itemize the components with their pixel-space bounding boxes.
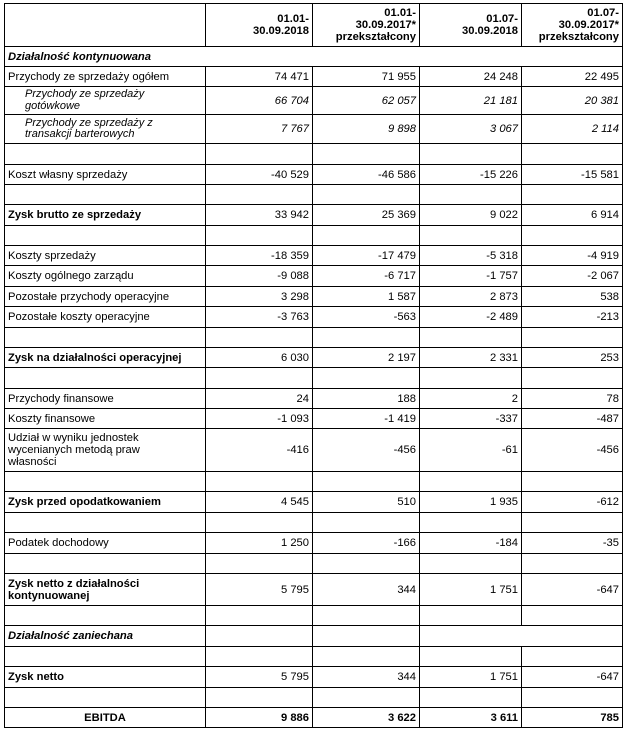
- table-row: [5, 287, 623, 307]
- row-value: 5 795: [206, 667, 313, 688]
- row-value: -2 489: [420, 307, 522, 328]
- row-label: Pozostałe koszty operacyjne: [5, 307, 206, 328]
- section-discontinued: [5, 626, 623, 647]
- table-row: [5, 246, 623, 266]
- row-value: 3 298: [206, 287, 313, 307]
- row-value: 2 873: [420, 287, 522, 307]
- row-value: -612: [522, 492, 623, 513]
- row-value: 1 935: [420, 492, 522, 513]
- row-value: 3 067: [420, 115, 522, 144]
- row-value: 24: [206, 389, 313, 409]
- header-col1: 01.01- 30.09.2018: [206, 4, 313, 47]
- row-value: 344: [313, 667, 420, 688]
- row-value: -17 479: [313, 246, 420, 266]
- row-value: -563: [313, 307, 420, 328]
- row-value: 71 955: [313, 67, 420, 87]
- row-value: 20 381: [522, 87, 623, 115]
- row-value: -647: [522, 667, 623, 688]
- table-row: [5, 165, 623, 185]
- row-value: 344: [313, 574, 420, 606]
- spacer-row: [5, 185, 623, 205]
- row-value: 78: [522, 389, 623, 409]
- row-value: 62 057: [313, 87, 420, 115]
- header-label: [5, 4, 206, 47]
- row-value: -35: [522, 533, 623, 554]
- row-label: Przychody ze sprzedaży gotówkowe: [5, 87, 206, 115]
- row-label: Koszty sprzedaży: [5, 246, 206, 266]
- row-value: 6 914: [522, 205, 623, 226]
- row-value: -46 586: [313, 165, 420, 185]
- section-continuing-label: Działalność kontynuowana: [5, 47, 623, 67]
- row-label: Przychody ze sprzedaży z transakcji barterowych: [5, 115, 206, 144]
- table-row: [5, 348, 623, 368]
- row-value: -3 763: [206, 307, 313, 328]
- table-row: [5, 667, 623, 688]
- row-value: 2 331: [420, 348, 522, 368]
- table-row: [5, 533, 623, 554]
- row-value: -2 067: [522, 266, 623, 287]
- header-col2: 01.01- 30.09.2017* przekształcony: [313, 4, 420, 47]
- section-continuing: [5, 47, 623, 67]
- row-value: 1 587: [313, 287, 420, 307]
- row-label: EBITDA: [5, 708, 206, 728]
- row-value: -6 717: [313, 266, 420, 287]
- row-value: 66 704: [206, 87, 313, 115]
- row-value: -337: [420, 409, 522, 429]
- table-row: [5, 87, 623, 115]
- section-discontinued-label: Działalność zaniechana: [5, 626, 206, 647]
- row-label: Koszt własny sprzedaży: [5, 165, 206, 185]
- row-value: 3 622: [313, 708, 420, 728]
- table-row: [5, 409, 623, 429]
- row-value: -9 088: [206, 266, 313, 287]
- row-value: 785: [522, 708, 623, 728]
- row-value: 2: [420, 389, 522, 409]
- row-value: -40 529: [206, 165, 313, 185]
- spacer-row: [5, 647, 623, 667]
- spacer-row: [5, 144, 623, 165]
- spacer-row: [5, 606, 623, 626]
- row-value: -15 581: [522, 165, 623, 185]
- row-value: -456: [522, 429, 623, 472]
- row-value: -1 093: [206, 409, 313, 429]
- row-label: Przychody finansowe: [5, 389, 206, 409]
- row-label: Zysk na działalności operacyjnej: [5, 348, 206, 368]
- table-row: [5, 492, 623, 513]
- row-value: 5 795: [206, 574, 313, 606]
- row-value: 3 611: [420, 708, 522, 728]
- row-value: -166: [313, 533, 420, 554]
- row-value: -416: [206, 429, 313, 472]
- row-value: 24 248: [420, 67, 522, 87]
- row-value: 6 030: [206, 348, 313, 368]
- row-value: 2 114: [522, 115, 623, 144]
- row-value: 2 197: [313, 348, 420, 368]
- row-value: 253: [522, 348, 623, 368]
- row-value: -647: [522, 574, 623, 606]
- row-label: Zysk przed opodatkowaniem: [5, 492, 206, 513]
- row-value: 33 942: [206, 205, 313, 226]
- row-value: -4 919: [522, 246, 623, 266]
- table-row: [5, 307, 623, 328]
- spacer-row: [5, 688, 623, 708]
- row-label: Zysk netto z działalności kontynuowanej: [5, 574, 206, 606]
- row-value: -1 419: [313, 409, 420, 429]
- table-row: [5, 429, 623, 472]
- row-value: 9 886: [206, 708, 313, 728]
- row-label: Podatek dochodowy: [5, 533, 206, 554]
- financial-table: [4, 3, 623, 728]
- spacer-row: [5, 328, 623, 348]
- table-row: [5, 389, 623, 409]
- table-row: [5, 115, 623, 144]
- row-value: 1 751: [420, 667, 522, 688]
- table-row: [5, 708, 623, 728]
- row-value: 538: [522, 287, 623, 307]
- spacer-row: [5, 226, 623, 246]
- row-label: Koszty ogólnego zarządu: [5, 266, 206, 287]
- row-value: 21 181: [420, 87, 522, 115]
- header-col3: 01.07- 30.09.2018: [420, 4, 522, 47]
- table-row: [5, 205, 623, 226]
- row-label: Udział w wyniku jednostek wycenianych metodą praw własności: [5, 429, 206, 472]
- row-value: -487: [522, 409, 623, 429]
- spacer-row: [5, 513, 623, 533]
- spacer-row: [5, 472, 623, 492]
- spacer-row: [5, 554, 623, 574]
- row-value: 22 495: [522, 67, 623, 87]
- row-value: -213: [522, 307, 623, 328]
- row-label: Zysk brutto ze sprzedaży: [5, 205, 206, 226]
- row-value: 7 767: [206, 115, 313, 144]
- header-row: [5, 4, 623, 47]
- spacer-row: [5, 368, 623, 389]
- table-row: [5, 574, 623, 606]
- row-value: -5 318: [420, 246, 522, 266]
- row-value: -184: [420, 533, 522, 554]
- row-value: 9 898: [313, 115, 420, 144]
- row-label: Zysk netto: [5, 667, 206, 688]
- row-value: -456: [313, 429, 420, 472]
- header-col4: 01.07- 30.09.2017* przekształcony: [522, 4, 623, 47]
- row-value: 510: [313, 492, 420, 513]
- table-row: [5, 266, 623, 287]
- row-label: Koszty finansowe: [5, 409, 206, 429]
- table-row: [5, 67, 623, 87]
- row-value: -61: [420, 429, 522, 472]
- row-value: 1 751: [420, 574, 522, 606]
- row-value: 9 022: [420, 205, 522, 226]
- row-value: 25 369: [313, 205, 420, 226]
- row-value: 188: [313, 389, 420, 409]
- row-value: 74 471: [206, 67, 313, 87]
- row-value: -15 226: [420, 165, 522, 185]
- row-value: -1 757: [420, 266, 522, 287]
- row-value: 1 250: [206, 533, 313, 554]
- row-value: 4 545: [206, 492, 313, 513]
- row-label: Przychody ze sprzedaży ogółem: [5, 67, 206, 87]
- row-label: Pozostałe przychody operacyjne: [5, 287, 206, 307]
- row-value: -18 359: [206, 246, 313, 266]
